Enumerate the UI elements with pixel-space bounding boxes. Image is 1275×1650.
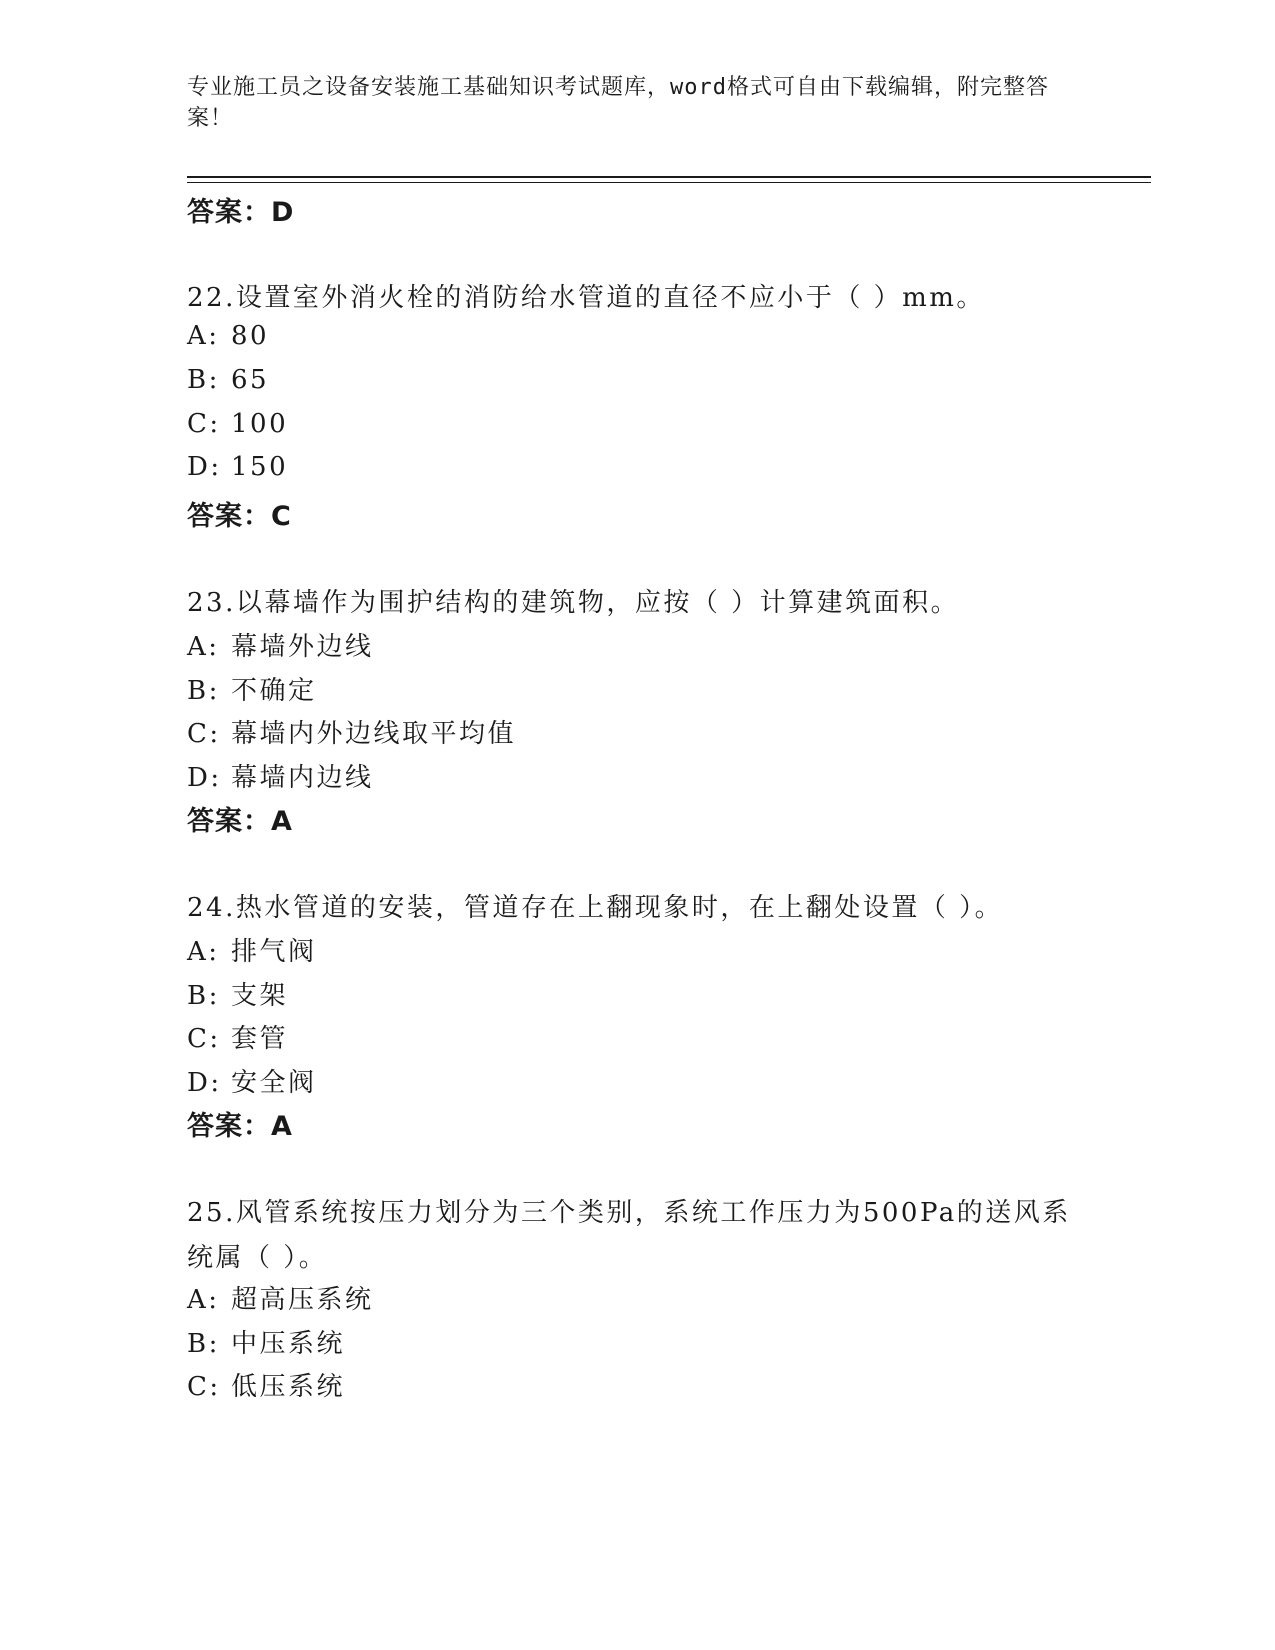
option-c xyxy=(187,409,288,439)
option-b xyxy=(187,670,317,707)
option-text: 150 xyxy=(231,452,289,482)
option-text: 幕墙内边线 xyxy=(231,763,374,793)
question-stem: 25.风管系统按压力划分为三个类别，系统工作压力为500Pa的送风系统属（ ）。 xyxy=(187,1198,1071,1273)
option-text: 超高压系统 xyxy=(231,1285,374,1315)
option-text: 不确定 xyxy=(231,676,317,706)
option-d xyxy=(187,757,374,794)
option-text: 幕墙外边线 xyxy=(231,632,374,662)
option-letter: C: xyxy=(187,1372,221,1402)
option-letter: B: xyxy=(187,1329,220,1359)
option-text: 中压系统 xyxy=(231,1329,346,1359)
question-stem: 23.以幕墙作为围护结构的建筑物，应按（ ）计算建筑面积。 xyxy=(187,588,960,618)
option-text: 支架 xyxy=(231,981,289,1011)
option-text: 65 xyxy=(231,365,270,395)
option-b xyxy=(187,365,269,395)
option-a xyxy=(187,321,269,351)
option-letter: B: xyxy=(187,365,220,395)
answer-line: 答案：C xyxy=(187,501,292,532)
option-text: 套管 xyxy=(231,1024,289,1054)
option-d xyxy=(187,1062,317,1099)
option-d xyxy=(187,452,288,482)
option-letter: B: xyxy=(187,676,220,706)
option-text: 100 xyxy=(231,409,289,439)
option-a xyxy=(187,1279,374,1316)
option-c xyxy=(187,713,516,750)
option-letter: A: xyxy=(187,937,220,967)
option-b xyxy=(187,975,288,1012)
option-c xyxy=(187,1366,345,1403)
question-stem: 22.设置室外消火栓的消防给水管道的直径不应小于（ ）mm。 xyxy=(187,283,985,313)
option-letter: A: xyxy=(187,1285,220,1315)
answer-line: 答案：A xyxy=(187,806,293,837)
question-stem: 24.热水管道的安装，管道存在上翻现象时，在上翻处设置（ ）。 xyxy=(187,893,1004,923)
answer-line: 答案：D xyxy=(187,197,295,228)
option-letter: D: xyxy=(187,1068,222,1098)
option-text: 低压系统 xyxy=(231,1372,346,1402)
option-letter: C: xyxy=(187,719,221,749)
option-b xyxy=(187,1323,345,1360)
option-letter: A: xyxy=(187,321,220,351)
option-letter: A: xyxy=(187,632,220,662)
option-letter: D: xyxy=(187,763,222,793)
option-text: 80 xyxy=(231,321,270,351)
option-text: 排气阀 xyxy=(231,937,317,967)
option-text: 安全阀 xyxy=(231,1068,317,1098)
option-letter: B: xyxy=(187,981,220,1011)
header-divider-thin xyxy=(187,182,1151,183)
option-a xyxy=(187,931,317,968)
option-c xyxy=(187,1018,288,1055)
option-letter: C: xyxy=(187,409,221,439)
answer-line: 答案：A xyxy=(187,1111,293,1142)
header-divider-thick xyxy=(187,176,1151,178)
option-a xyxy=(187,626,374,663)
document-header: 专业施工员之设备安装施工基础知识考试题库，word格式可自由下载编辑，附完整答案！ xyxy=(187,75,1049,131)
option-letter: C: xyxy=(187,1024,221,1054)
option-text: 幕墙内外边线取平均值 xyxy=(231,719,517,749)
option-letter: D: xyxy=(187,452,222,482)
